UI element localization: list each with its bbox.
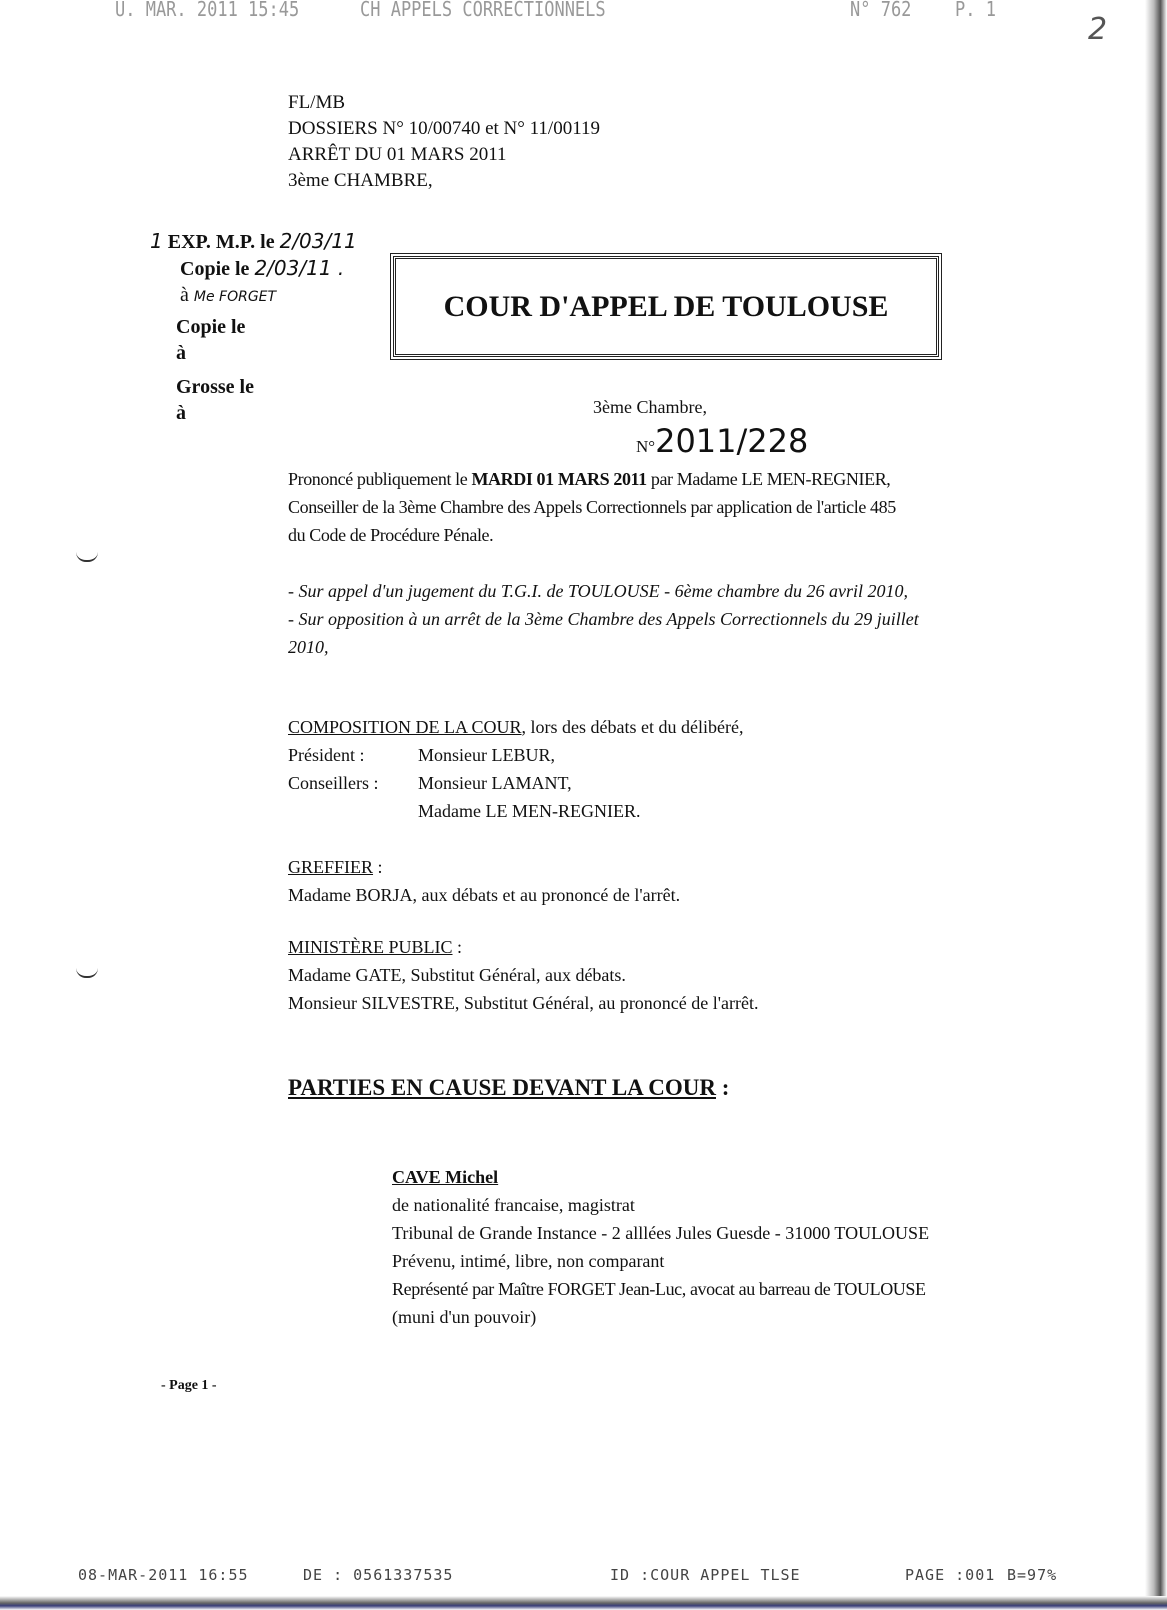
reference-block xyxy=(288,90,600,194)
fax-footer-from: DE : 0561337535 xyxy=(303,1566,454,1584)
composition-heading: COMPOSITION DE LA COUR xyxy=(288,717,522,737)
exp-label: EXP. M.P. le xyxy=(167,231,275,253)
court-title: COUR D'APPEL DE TOULOUSE xyxy=(443,289,889,323)
appeal-line: - Sur appel d'un jugement du T.G.I. de TOULOUSE - 6ème chambre du 26 avril 2010, xyxy=(288,581,908,601)
conseiller-name: Monsieur LAMANT, xyxy=(418,773,572,793)
party-line: de nationalité francaise, magistrat xyxy=(392,1195,635,1215)
pronounce-paragraph xyxy=(288,465,896,549)
president-label: Président : xyxy=(288,745,365,765)
ref-dossiers: DOSSIERS N° 10/00740 et N° 11/00119 xyxy=(288,118,600,139)
page-label: - Page 1 - xyxy=(161,1378,217,1393)
fax-header-number: N° 762 xyxy=(850,0,912,22)
greffier-suffix: : xyxy=(373,857,383,877)
case-number-prefix: N° xyxy=(636,437,656,456)
fax-footer-datetime: 08-MAR-2011 16:55 xyxy=(78,1566,249,1584)
appeal-line: 2010, xyxy=(288,637,329,657)
ref-arret: ARRÊT DU 01 MARS 2011 xyxy=(288,144,507,165)
chamber-label: 3ème Chambre, xyxy=(593,397,707,417)
copie-date-handwritten: 2/03/11 . xyxy=(254,256,345,280)
party-line: Prévenu, intimé, libre, non comparant xyxy=(392,1251,665,1271)
a-label-2: à xyxy=(176,342,186,364)
handwritten-mark: 1 xyxy=(150,229,163,253)
copie-label-2: Copie le xyxy=(176,316,246,338)
composition-suffix: , lors des débats et du délibéré, xyxy=(521,717,744,737)
party-line: Représenté par Maître FORGET Jean-Luc, avocat au barreau de TOULOUSE xyxy=(392,1279,926,1299)
party-line: (muni d'un pouvoir) xyxy=(392,1307,537,1327)
ministere-suffix: : xyxy=(452,937,463,957)
party-block xyxy=(392,1163,929,1331)
grosse-label: Grosse le xyxy=(176,376,254,398)
page-shadow-bottom xyxy=(0,1596,1167,1610)
margin-tick xyxy=(76,552,98,562)
ref-chambre: 3ème CHAMBRE, xyxy=(288,170,433,191)
a-label-3: à xyxy=(176,402,186,424)
exp-date-handwritten: 2/03/11 xyxy=(279,229,357,253)
parties-heading xyxy=(288,1075,729,1101)
copie-label: Copie le xyxy=(180,258,250,280)
fax-footer-quality: B=97% xyxy=(1007,1566,1058,1584)
case-number-handwritten: 2011/228 xyxy=(655,422,809,460)
margin-tick xyxy=(76,968,98,978)
party-line: Tribunal de Grande Instance - 2 alllées Jules Guesde - 31000 TOULOUSE xyxy=(392,1223,930,1243)
ministere-heading: MINISTÈRE PUBLIC xyxy=(288,937,453,957)
pronounce-text: Prononcé publiquement le xyxy=(288,469,472,489)
fax-footer-page: PAGE :001 xyxy=(905,1566,996,1584)
greffier-text: Madame BORJA, aux débats et au prononcé de l'arrêt. xyxy=(288,885,681,905)
conseillers-label: Conseillers : xyxy=(288,773,379,793)
margin-notes xyxy=(150,228,357,426)
greffier-heading: GREFFIER xyxy=(288,857,374,877)
handwritten-page-number: 2 xyxy=(1088,12,1108,47)
ministere-public xyxy=(288,933,759,1017)
pronounce-line2: Conseiller de la 3ème Chambre des Appels Correctionnels par application de l'article 485 xyxy=(288,497,896,517)
appeal-line: - Sur opposition à un arrêt de la 3ème Chambre des Appels Correctionnels du 29 juillet xyxy=(288,609,919,629)
greffier xyxy=(288,853,680,909)
court-title-box xyxy=(393,256,939,357)
recipient-handwritten: Me FORGET xyxy=(193,289,277,305)
party-name: CAVE Michel xyxy=(392,1167,499,1187)
pronounce-date: MARDI 01 MARS 2011 xyxy=(471,469,647,489)
composition xyxy=(288,713,743,825)
page-shadow-right xyxy=(1145,0,1167,1610)
pronounce-line3: du Code de Procédure Pénale. xyxy=(288,525,494,545)
fax-footer-id: ID :COUR APPEL TLSE xyxy=(610,1566,801,1584)
a-label: à xyxy=(180,284,189,306)
appeals xyxy=(288,577,919,661)
fax-header-page: P. 1 xyxy=(955,0,996,22)
ref-initials: FL/MB xyxy=(288,92,346,113)
fax-header-date: U. MAR. 2011 15:45 xyxy=(115,0,300,22)
ministere-line: Madame GATE, Substitut Général, aux débats. xyxy=(288,965,626,985)
parties-suffix: : xyxy=(715,1075,730,1100)
ministere-line: Monsieur SILVESTRE, Substitut Général, au prononcé de l'arrêt. xyxy=(288,993,759,1013)
conseiller-name: Madame LE MEN-REGNIER. xyxy=(418,801,641,821)
case-number xyxy=(636,422,808,460)
pronounce-judge: par Madame LE MEN-REGNIER, xyxy=(646,469,891,489)
fax-header-dept: CH APPELS CORRECTIONNELS xyxy=(360,0,606,22)
president-name: Monsieur LEBUR, xyxy=(418,745,555,765)
parties-heading-text: PARTIES EN CAUSE DEVANT LA COUR xyxy=(288,1075,716,1100)
